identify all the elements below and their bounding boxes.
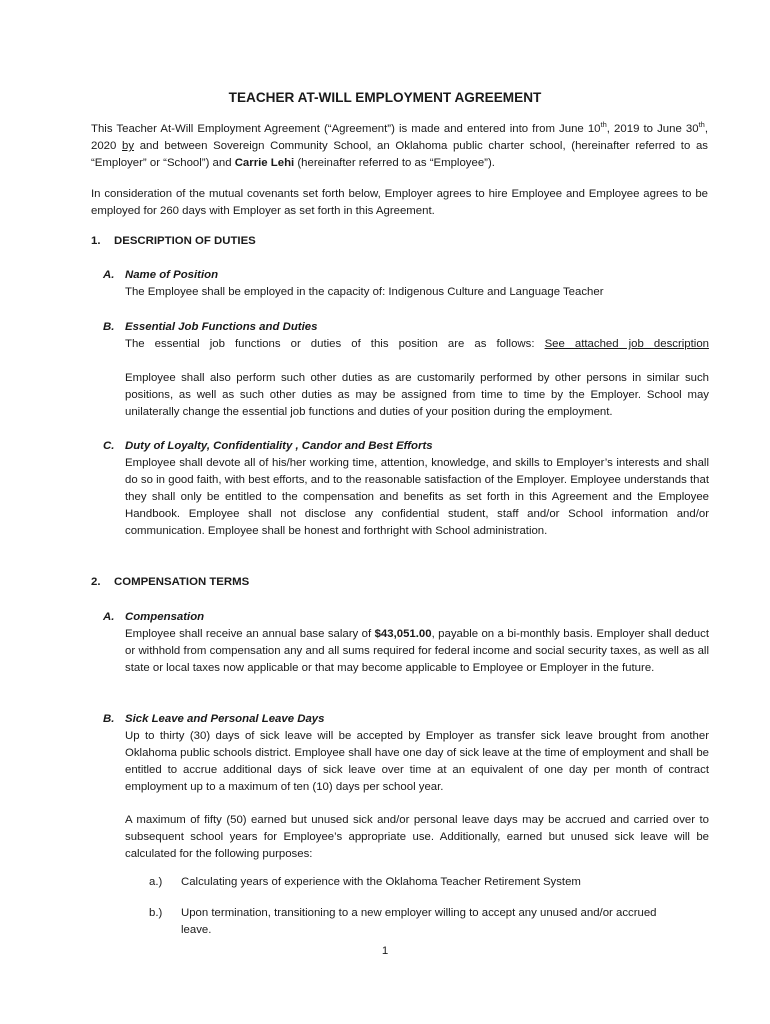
list-item-b-text: Upon termination, transitioning to a new employer willing to accept any unused and/or accrued leave. — [181, 907, 657, 936]
section-2-title: COMPENSATION TERMS — [114, 576, 250, 588]
section-2b-body-2: A maximum of fifty (50) earned but unused sick and/or personal leave days may be accrued and carried over to subsequent school years for Employee’s appropriate use. Additionally, earned but unused sick leave will be calculated for the following purposes: — [125, 814, 709, 860]
intro-text-3: , 2020 — [91, 123, 708, 152]
section-1b-body-2: Employee shall also perform such other duties as are customarily performed by other persons in similar such positions, as well as such other duties as may be assigned from time to time by the Employer. School may unilaterally change the essential job functions and duties of your position during the employment. — [125, 372, 709, 418]
section-2-heading — [91, 574, 708, 591]
intro-text-4: and between Sovereign Community School, an Oklahoma public charter school, (hereinafter referred to as “Employer” or “School”) and — [91, 140, 708, 169]
list-item-b-letter: b.) — [149, 907, 163, 919]
section-2a-letter: A. — [103, 611, 115, 623]
intro-text-2: , 2019 to June 30 — [606, 123, 699, 135]
section-2b-body-1: Up to thirty (30) days of sick leave will be accepted by Employer as transfer sick leave brought from another Oklahoma public schools district. Employee shall have one day of sick leave at the time of employment and shall be entitled to accrue additional days of sick leave over time at an equivalent of one day per month of contract employment up to a maximum of ten (10) days per school year. — [125, 730, 709, 793]
section-1c-title: Duty of Loyalty, Confidentiality , Candor and Best Efforts — [125, 440, 433, 452]
section-1a-title: Name of Position — [125, 269, 219, 281]
section-1b-body-prefix: The essential job functions or duties of this position are as follows: — [125, 338, 545, 350]
section-2a-title: Compensation — [125, 611, 205, 623]
employee-name: Carrie Lehi — [234, 157, 295, 169]
section-1a-letter: A. — [103, 269, 115, 281]
section-2b-title: Sick Leave and Personal Leave Days — [125, 713, 325, 725]
job-description-link: See attached job description — [544, 338, 709, 350]
list-item-a-text: Calculating years of experience with the Oklahoma Teacher Retirement System — [181, 876, 581, 888]
salary-amount: $43,051.00 — [374, 628, 432, 640]
section-2-number: 2. — [91, 576, 101, 588]
intro-text-5: (hereinafter referred to as “Employee”). — [294, 157, 495, 169]
section-1c-body: Employee shall devote all of his/her working time, attention, knowledge, and skills to Employer’s interests and shall do so in good faith, with best efforts, and to the reasonable satisfaction of the Employer. Employee understands that they shall only be entitled to the compensation and benefits as set forth in this Agreement and the Employee Handbook. Employee shall not disclose any confidential student, staff and/or School information and/or communication. Employee shall be honest and forthright with School administration. — [125, 457, 709, 537]
intro-sup-1: th — [600, 120, 607, 130]
section-2a-body — [125, 626, 709, 677]
section-1b-body — [125, 336, 709, 353]
section-1-heading — [91, 233, 708, 250]
document-title: TEACHER AT-WILL EMPLOYMENT AGREEMENT — [228, 90, 542, 105]
page-number: 1 — [381, 945, 389, 957]
list-item-a-letter: a.) — [149, 876, 163, 888]
intro-text-1: This Teacher At-Will Employment Agreement (“Agreement”) is made and entered into from June 10 — [91, 123, 601, 135]
section-1-title: DESCRIPTION OF DUTIES — [114, 235, 256, 247]
section-2a-body-suffix: , payable on a bi-monthly basis. Employer shall deduct or withhold from compensation any and all sums required for federal income and social security taxes, as well as all state or local taxes now applicable or that may become applicable to Employee or Employer in the future. — [125, 628, 709, 674]
section-1-number: 1. — [91, 235, 101, 247]
section-1b-letter: B. — [103, 321, 115, 333]
consideration-paragraph: In consideration of the mutual covenants set forth below, Employer agrees to hire Employee and Employee agrees to be employed for 260 days with Employer as set forth in this Agreement. — [91, 188, 708, 217]
section-1c-letter: C. — [103, 440, 115, 452]
intro-sup-2: th — [698, 120, 705, 130]
section-2a-body-prefix: Employee shall receive an annual base salary of — [125, 628, 375, 640]
intro-paragraph — [91, 121, 708, 172]
section-2b-letter: B. — [103, 713, 115, 725]
section-1b-title: Essential Job Functions and Duties — [125, 321, 318, 333]
section-1a-body: The Employee shall be employed in the capacity of: Indigenous Culture and Language Teacher — [125, 286, 604, 298]
intro-by: by — [122, 140, 135, 152]
